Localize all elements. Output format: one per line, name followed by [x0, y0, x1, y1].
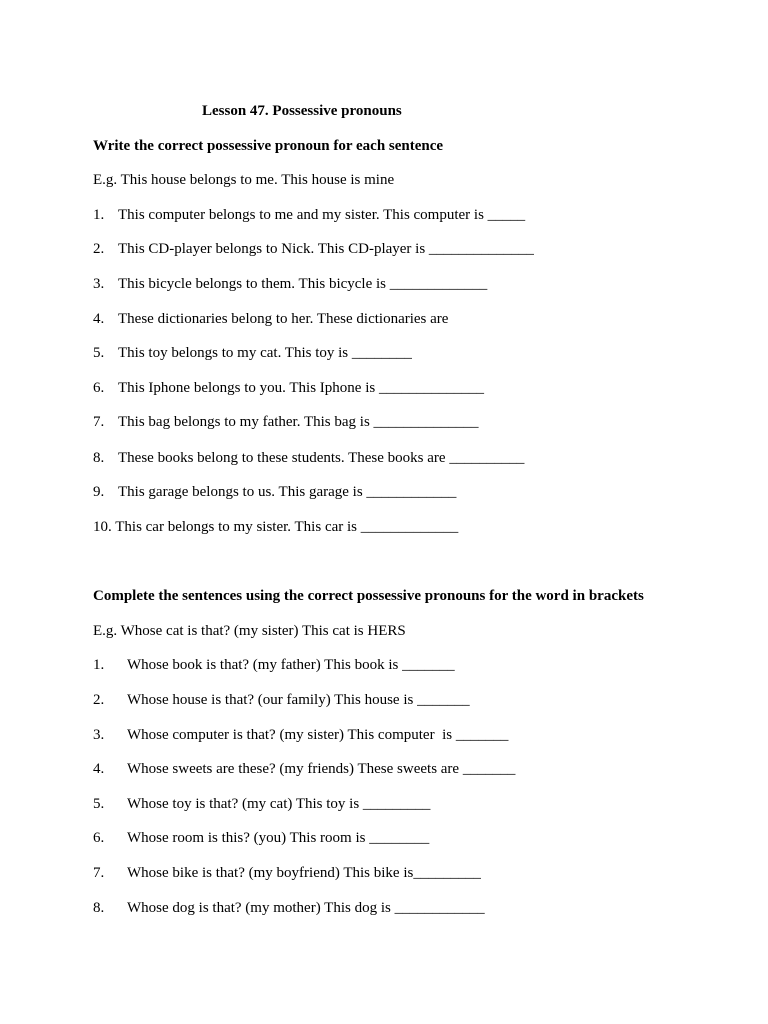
- item-text: Whose computer is that? (my sister) This computer is _______: [127, 727, 509, 743]
- item-number: 1.: [93, 207, 105, 223]
- item-number: 7.: [93, 414, 105, 430]
- item-number: 6.: [93, 380, 105, 396]
- item-text: This bicycle belongs to them. This bicycle is _____________: [118, 276, 488, 292]
- item-number: 3.: [93, 727, 105, 743]
- item-text: Whose dog is that? (my mother) This dog is ____________: [127, 900, 485, 916]
- page-title: Lesson 47. Possessive pronouns: [202, 103, 402, 119]
- list-item: [93, 518, 458, 536]
- item-number: 4.: [93, 311, 105, 327]
- section2-example: E.g. Whose cat is that? (my sister) This cat is HERS: [93, 623, 406, 639]
- item-text: Whose toy is that? (my cat) This toy is _________: [127, 796, 431, 812]
- section1-heading: Write the correct possessive pronoun for each sentence: [93, 138, 444, 154]
- item-text: Whose book is that? (my father) This book is _______: [127, 657, 455, 673]
- item-number: 3.: [93, 276, 105, 292]
- item-text: These dictionaries belong to her. These dictionaries are: [118, 311, 449, 327]
- item-number: 4.: [93, 761, 105, 777]
- item-number: 7.: [93, 865, 105, 881]
- item-text: Whose bike is that? (my boyfriend) This bike is_________: [127, 865, 481, 881]
- item-number: 5.: [93, 345, 105, 361]
- item-text: This toy belongs to my cat. This toy is ________: [118, 345, 412, 361]
- item-number: 9.: [93, 484, 105, 500]
- item-text: This CD-player belongs to Nick. This CD-player is ______________: [118, 241, 534, 257]
- item-text: Whose room is this? (you) This room is ________: [127, 830, 430, 846]
- section1-example: E.g. This house belongs to me. This house is mine: [93, 172, 395, 188]
- item-number: 6.: [93, 830, 105, 846]
- item-number: 8.: [93, 900, 105, 916]
- item-text: This garage belongs to us. This garage is ____________: [118, 484, 457, 500]
- item-text: Whose sweets are these? (my friends) These sweets are _______: [127, 761, 516, 777]
- section2-heading: Complete the sentences using the correct possessive pronouns for the word in brackets: [93, 588, 644, 604]
- item-text: This Iphone belongs to you. This Iphone is ______________: [118, 380, 484, 396]
- item-text: This bag belongs to my father. This bag is ______________: [118, 414, 479, 430]
- item-number: 2.: [93, 692, 105, 708]
- item-number: 2.: [93, 241, 105, 257]
- item-text: This car belongs to my sister. This car is _____________: [115, 519, 459, 535]
- item-text: Whose house is that? (our family) This house is _______: [127, 692, 470, 708]
- item-number: 5.: [93, 796, 105, 812]
- item-number: 8.: [93, 450, 105, 466]
- item-text: This computer belongs to me and my sister. This computer is _____: [118, 207, 526, 223]
- item-text: These books belong to these students. These books are __________: [118, 450, 525, 466]
- item-number: 10.: [93, 519, 112, 535]
- item-number: 1.: [93, 657, 105, 673]
